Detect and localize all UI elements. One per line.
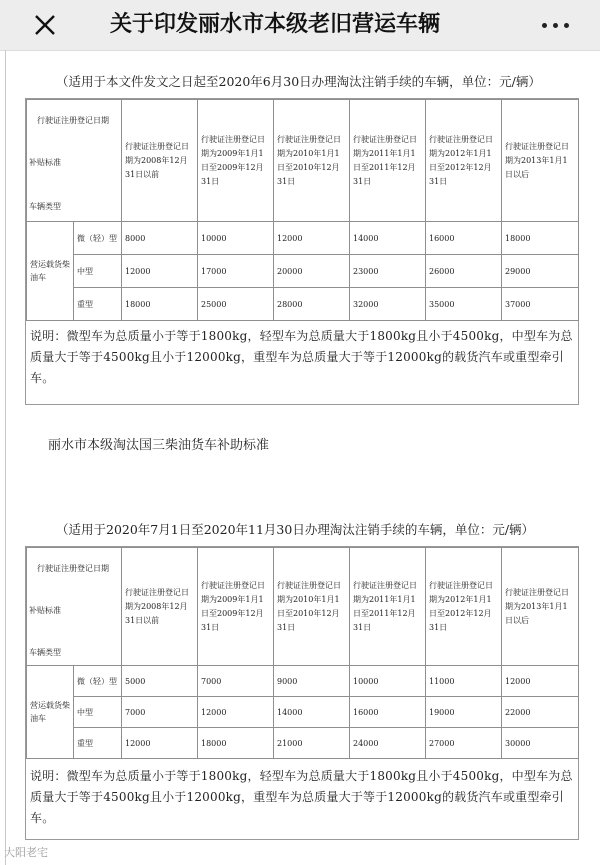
- table1-cell: 25000: [198, 288, 274, 321]
- corner-type-label: 车辆类型: [29, 202, 61, 211]
- table2-cell: 7000: [122, 697, 198, 728]
- table2-cell: 21000: [274, 728, 350, 759]
- watermark: 大阳老宅: [4, 846, 48, 859]
- section2-title: 丽水市本级淘汰国三柴油货车补助标准: [48, 438, 270, 453]
- table2-cell: 11000: [426, 666, 502, 697]
- table2-col-header: 行驶证注册登记日期为2013年1月1日以后: [502, 548, 579, 666]
- table2-cell: 18000: [198, 728, 274, 759]
- table2-corner: [27, 548, 122, 666]
- table2-cell: 9000: [274, 666, 350, 697]
- table1-cell: 18000: [502, 222, 579, 255]
- table2-cell: 10000: [350, 666, 426, 697]
- table2-cell: 16000: [350, 697, 426, 728]
- table1-cell: 17000: [198, 255, 274, 288]
- table2-col-header: 行驶证注册登记日期为2012年1月1日至2012年12月31日: [426, 548, 502, 666]
- table2-vehicle-category: 营运载货柴油车: [27, 666, 74, 759]
- page-title: 关于印发丽水市本级老旧营运车辆: [110, 12, 441, 37]
- table2-cell: 12000: [198, 697, 274, 728]
- table1-cell: 8000: [122, 222, 198, 255]
- table1-cell: 16000: [426, 222, 502, 255]
- table2-cell: 14000: [274, 697, 350, 728]
- table2-cell: 7000: [198, 666, 274, 697]
- table1-col-header: 行驶证注册登记日期为2008年12月31日以前: [122, 100, 198, 222]
- table2-row-type: 微（轻）型: [74, 666, 122, 697]
- table1-row-type: 中型: [74, 255, 122, 288]
- table1-cell: 35000: [426, 288, 502, 321]
- more-icon-dot: [564, 23, 569, 28]
- table1-col-header: 行驶证注册登记日期为2013年1月1日以后: [502, 100, 579, 222]
- table1-cell: 10000: [198, 222, 274, 255]
- top-bar: [0, 0, 600, 51]
- table2-col-header: 行驶证注册登记日期为2011年1月1日至2011年12月31日: [350, 548, 426, 666]
- more-icon-dot: [553, 23, 558, 28]
- scan-edge: [5, 50, 6, 865]
- table1-col-header: 行驶证注册登记日期为2009年1月1日至2009年12月31日: [198, 100, 274, 222]
- table1-note: （适用于本文件发文之日起至2020年6月30日办理淘汰注销手续的车辆，单位：元/辆）: [56, 74, 541, 89]
- corner-date-label: 行驶证注册登记日期: [37, 564, 109, 573]
- table2-row-type: 中型: [74, 697, 122, 728]
- table2-col-header: 行驶证注册登记日期为2008年12月31日以前: [122, 548, 198, 666]
- table1-cell: 12000: [122, 255, 198, 288]
- table2-cell: 22000: [502, 697, 579, 728]
- table2: [26, 547, 579, 759]
- table1-cell: 18000: [122, 288, 198, 321]
- table1-row-type: 微（轻）型: [74, 222, 122, 255]
- table2-cell: 19000: [426, 697, 502, 728]
- table2-note: （适用于2020年7月1日至2020年11月30日办理淘汰注销手续的车辆，单位：元/辆）: [56, 522, 535, 537]
- table1-cell: 37000: [502, 288, 579, 321]
- more-button[interactable]: [532, 12, 578, 38]
- table1-vehicle-category: 营运载货柴油车: [27, 222, 74, 321]
- table1-cell: 29000: [502, 255, 579, 288]
- table1-cell: 23000: [350, 255, 426, 288]
- corner-type-label: 车辆类型: [29, 648, 61, 657]
- table2-explanation: 说明：微型车为总质量小于等于1800kg，轻型车为总质量大于1800kg且小于4500kg，中型车为总质量大于等于4500kg且小于12000kg，重型车为总质量大于等于12000kg的载货汽车或重型牵引车。: [30, 769, 573, 825]
- close-button[interactable]: [28, 8, 62, 42]
- table1-cell: 26000: [426, 255, 502, 288]
- table2-cell: 24000: [350, 728, 426, 759]
- table2-box: [25, 546, 579, 840]
- table1: [26, 99, 579, 321]
- table1-cell: 32000: [350, 288, 426, 321]
- table1-col-header: 行驶证注册登记日期为2012年1月1日至2012年12月31日: [426, 100, 502, 222]
- table2-col-header: 行驶证注册登记日期为2009年1月1日至2009年12月31日: [198, 548, 274, 666]
- table1-cell: 14000: [350, 222, 426, 255]
- table1-explanation: 说明：微型车为总质量小于等于1800kg，轻型车为总质量大于1800kg且小于4500kg，中型车为总质量大于等于4500kg且小于12000kg，重型车为总质量大于等于12000kg的载货汽车或重型牵引车。: [30, 329, 573, 385]
- table2-cell: 30000: [502, 728, 579, 759]
- table2-cell: 5000: [122, 666, 198, 697]
- table2-cell: 27000: [426, 728, 502, 759]
- table1-cell: 12000: [274, 222, 350, 255]
- corner-subsidy-label: 补贴标准: [29, 158, 61, 167]
- table2-cell: 12000: [122, 728, 198, 759]
- table1-corner: [27, 100, 122, 222]
- close-icon: [34, 14, 56, 36]
- corner-date-label: 行驶证注册登记日期: [37, 116, 109, 125]
- table2-cell: 12000: [502, 666, 579, 697]
- table1-cell: 20000: [274, 255, 350, 288]
- table2-row-type: 重型: [74, 728, 122, 759]
- table1-col-header: 行驶证注册登记日期为2010年1月1日至2010年12月31日: [274, 100, 350, 222]
- table1-box: [25, 98, 579, 405]
- table2-col-header: 行驶证注册登记日期为2010年1月1日至2010年12月31日: [274, 548, 350, 666]
- table1-col-header: 行驶证注册登记日期为2011年1月1日至2011年12月31日: [350, 100, 426, 222]
- table1-row-type: 重型: [74, 288, 122, 321]
- table1-cell: 28000: [274, 288, 350, 321]
- more-icon: [542, 23, 547, 28]
- corner-subsidy-label: 补贴标准: [29, 606, 61, 615]
